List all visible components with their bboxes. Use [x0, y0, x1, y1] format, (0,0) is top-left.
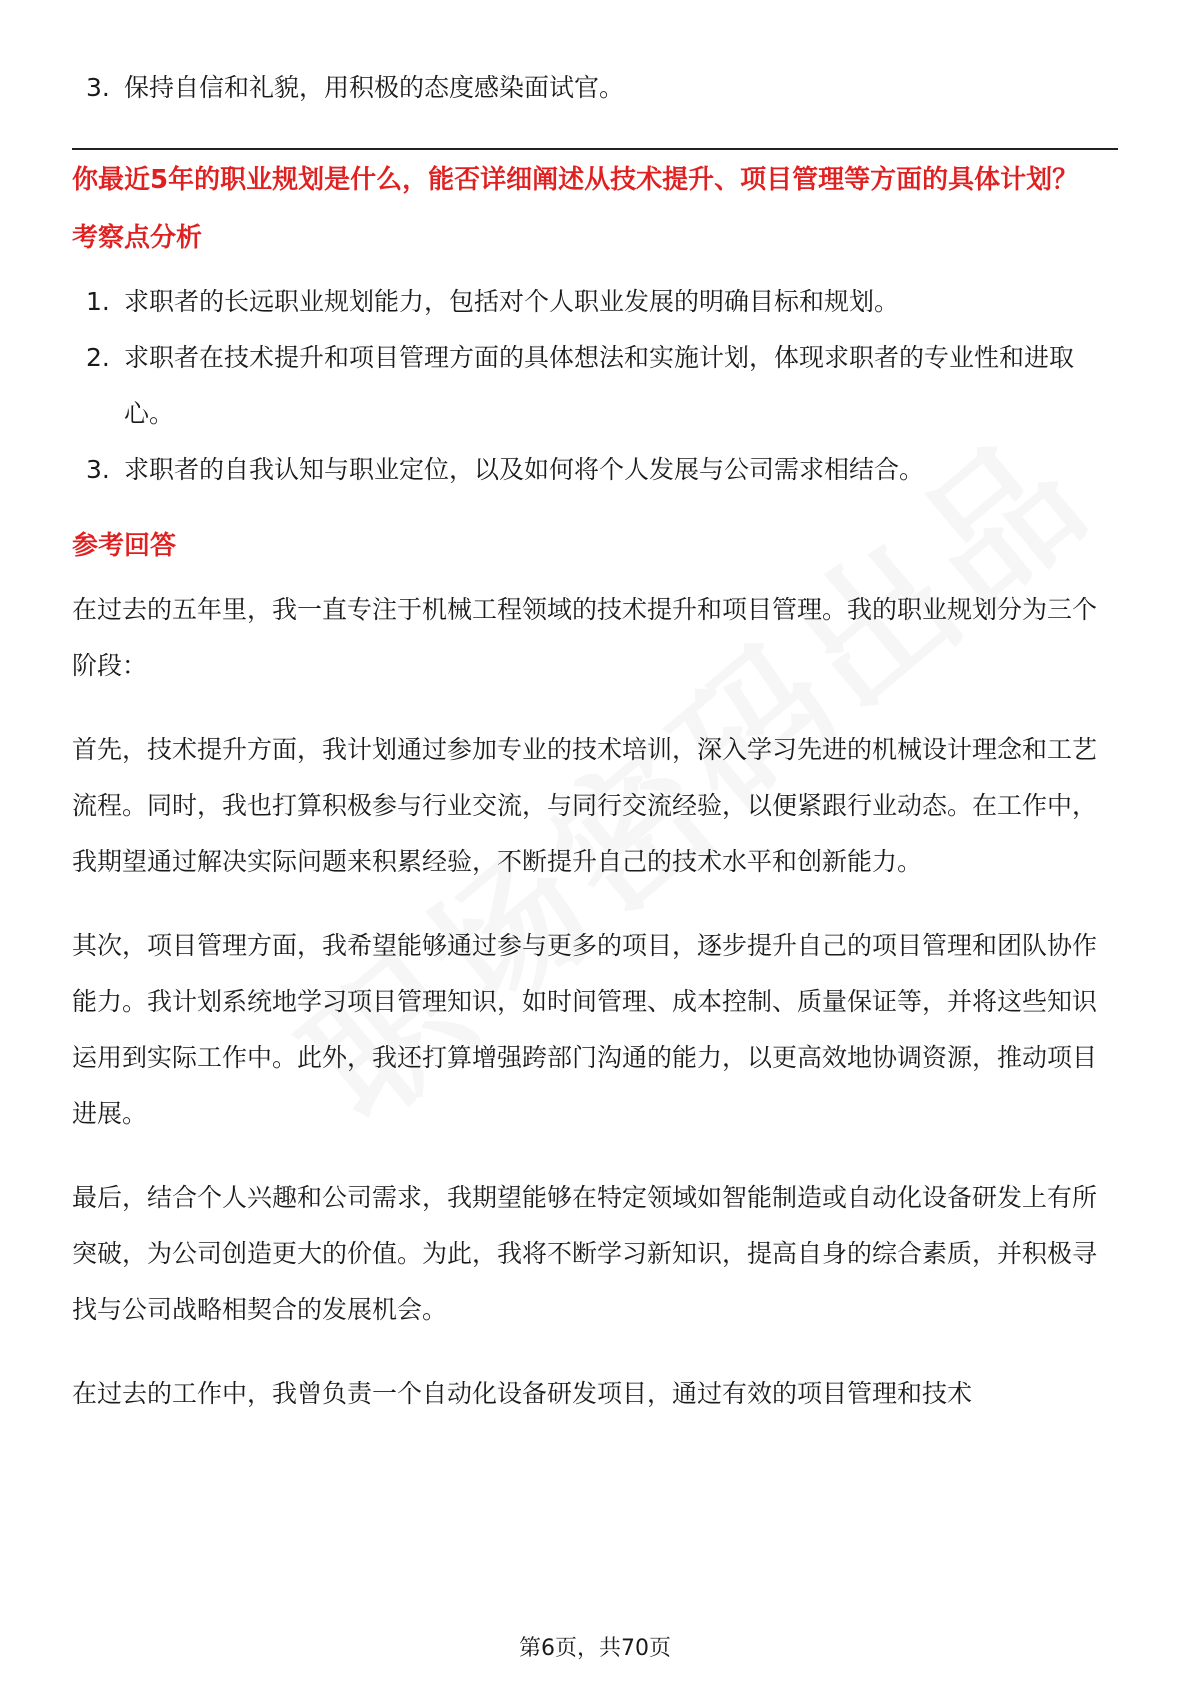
previous-list: [72, 60, 1118, 116]
list-item: [72, 442, 1118, 498]
list-number: 2.: [86, 343, 110, 372]
analysis-list: [72, 274, 1118, 498]
answer-heading: 参考回答: [72, 531, 177, 561]
list-item: [72, 60, 1118, 116]
answer-paragraph: 在过去的工作中，我曾负责一个自动化设备研发项目，通过有效的项目管理和技术: [72, 1379, 973, 1408]
list-number: 3.: [86, 73, 110, 102]
list-number: 3.: [86, 455, 110, 484]
list-number: 1.: [86, 287, 110, 316]
list-item: [72, 330, 1118, 442]
list-text: 求职者的自我认知与职业定位，以及如何将个人发展与公司需求相结合。: [124, 455, 925, 484]
answer-paragraph: 首先，技术提升方面，我计划通过参加专业的技术培训，深入学习先进的机械设计理念和工艺流程。同时，我也打算积极参与行业交流，与同行交流经验，以便紧跟行业动态。在工作中，我期望通过解决实际问题来积累经验，不断提升自己的技术水平和创新能力。: [72, 735, 1098, 876]
list-item: [72, 274, 1118, 330]
list-text: 求职者的长远职业规划能力，包括对个人职业发展的明确目标和规划。: [124, 287, 900, 316]
page-number: 第6页，共70页: [519, 1636, 671, 1661]
list-text: 求职者在技术提升和项目管理方面的具体想法和实施计划，体现求职者的专业性和进取心。: [124, 343, 1075, 428]
answer-paragraph: 其次，项目管理方面，我希望能够通过参与更多的项目，逐步提升自己的项目管理和团队协作能力。我计划系统地学习项目管理知识，如时间管理、成本控制、质量保证等，并将这些知识运用到实际工作中。此外，我还打算增强跨部门沟通的能力，以更高效地协调资源，推动项目进展。: [72, 931, 1098, 1128]
divider: [72, 148, 1118, 150]
analysis-heading: 考察点分析: [72, 223, 203, 253]
page-content: [72, 60, 1118, 1422]
answer-paragraph: 最后，结合个人兴趣和公司需求，我期望能够在特定领域如智能制造或自动化设备研发上有所突破，为公司创造更大的价值。为此，我将不断学习新知识，提高自身的综合素质，并积极寻找与公司战略相契合的发展机会。: [72, 1183, 1098, 1324]
answer-paragraph: 在过去的五年里，我一直专注于机械工程领域的技术提升和项目管理。我的职业规划分为三个阶段：: [72, 595, 1098, 680]
question-title: 你最近5年的职业规划是什么，能否详细阐述从技术提升、项目管理等方面的具体计划？: [72, 165, 1079, 195]
list-text: 保持自信和礼貌，用积极的态度感染面试官。: [124, 73, 625, 102]
